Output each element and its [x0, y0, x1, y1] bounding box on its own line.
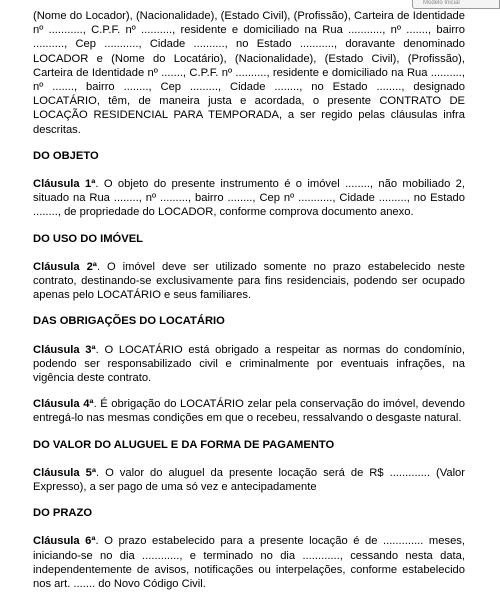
clause-text: . O valor do aluguel da presente locação será de R$ ............. (Valor Expresso), a ser pago de uma só vez e antecipadamente — [33, 466, 465, 494]
page-tab-label: Modelo Inicial — [423, 0, 460, 6]
section-prazo — [33, 506, 465, 591]
clause-label: Cláusula 6ª — [33, 535, 96, 548]
clause-label: Cláusula 4ª — [33, 398, 94, 411]
intro-paragraph: (Nome do Locador), (Nacionalidade), (Estado Civil), (Profissão), Carteira de Identidade nº ..........., C.P.F. nº .........., residente e domiciliado na Rua ..........., nº ......., bairro .........., Cep ..........., Cidade .........., no Estado ..........., doravante denominado LOCADOR e (Nome do Locatário), (Nacionalidade), (Estado Civil), (Profissão), Carteira de Identidade nº ......., C.P.F. nº .........., residente e domiciliado na Rua .........., nº ......., bairro ........, Cep ........., Cidade ........, no Estado ........, designado LOCATÁRIO, têm, de maneira justa e acordada, o presente CONTRATO DE LOCAÇÃO RESIDENCIAL PARA TEMPORADA, a ser regido pelas cláusulas infra descritas. — [33, 10, 465, 136]
section-obrigacoes-locatario — [33, 314, 465, 425]
page-tab — [412, 0, 500, 9]
clause-text: . O imóvel deve ser utilizado somente no prazo estabelecido neste contrato, destinando-se exclusivamente para fins residenciais, podendo ser ocupado apenas pelo LOCATÁRIO e seus familiares. — [33, 260, 465, 302]
clause-paragraph — [33, 260, 465, 303]
clause-paragraph — [33, 466, 465, 494]
section-heading: DO PRAZO — [33, 507, 93, 520]
contract-document — [33, 9, 465, 603]
section-objeto — [33, 149, 465, 220]
clause-text: . É obrigação do LOCATÁRIO zelar pela conservação do imóvel, devendo entregá-lo nas mesmas condições em que o recebeu, ressalvando o desgaste natural. — [33, 398, 465, 425]
clause-paragraph — [33, 343, 465, 386]
section-uso-imovel — [33, 232, 465, 303]
clause-label: Cláusula 5ª — [33, 466, 96, 479]
clause-label: Cláusula 3ª — [33, 343, 96, 356]
clause-label: Cláusula 1ª — [33, 178, 96, 191]
section-heading: DO OBJETO — [33, 149, 99, 162]
section-heading: DAS OBRIGAÇÕES DO LOCATÁRIO — [33, 315, 225, 328]
clause-text: . O LOCATÁRIO está obrigado a respeitar as normas do condomínio, podendo ser responsabilizado civil e criminalmente por eventuais infrações, na vigência deste contrato. — [33, 343, 465, 385]
clause-text: . O objeto do presente instrumento é o imóvel ........, não mobiliado 2, situado na Rua ........, nº ........., bairro ........, Cep nº ..........., Cidade ........., no Estado ........, de propriedade do LOCADOR, conforme comprova documento anexo. — [33, 178, 465, 219]
section-heading: DO VALOR DO ALUGUEL E DA FORMA DE PAGAMENTO — [33, 438, 335, 451]
clause-label: Cláusula 2ª — [33, 260, 97, 273]
clause-paragraph — [33, 177, 465, 220]
clause-paragraph — [33, 397, 465, 425]
clause-paragraph — [33, 534, 465, 591]
section-heading: DO USO DO IMÓVEL — [33, 232, 144, 245]
clause-text: . O prazo estabelecido para a presente locação é de ............. meses, iniciando-se no dia ............, e terminado no dia ............, cessando nesta data, independentemente de avisos, notificações ou interpelações, conforme estabelecido nos art. ....... do Novo Código Civil. — [33, 535, 465, 591]
section-valor-aluguel — [33, 438, 465, 495]
